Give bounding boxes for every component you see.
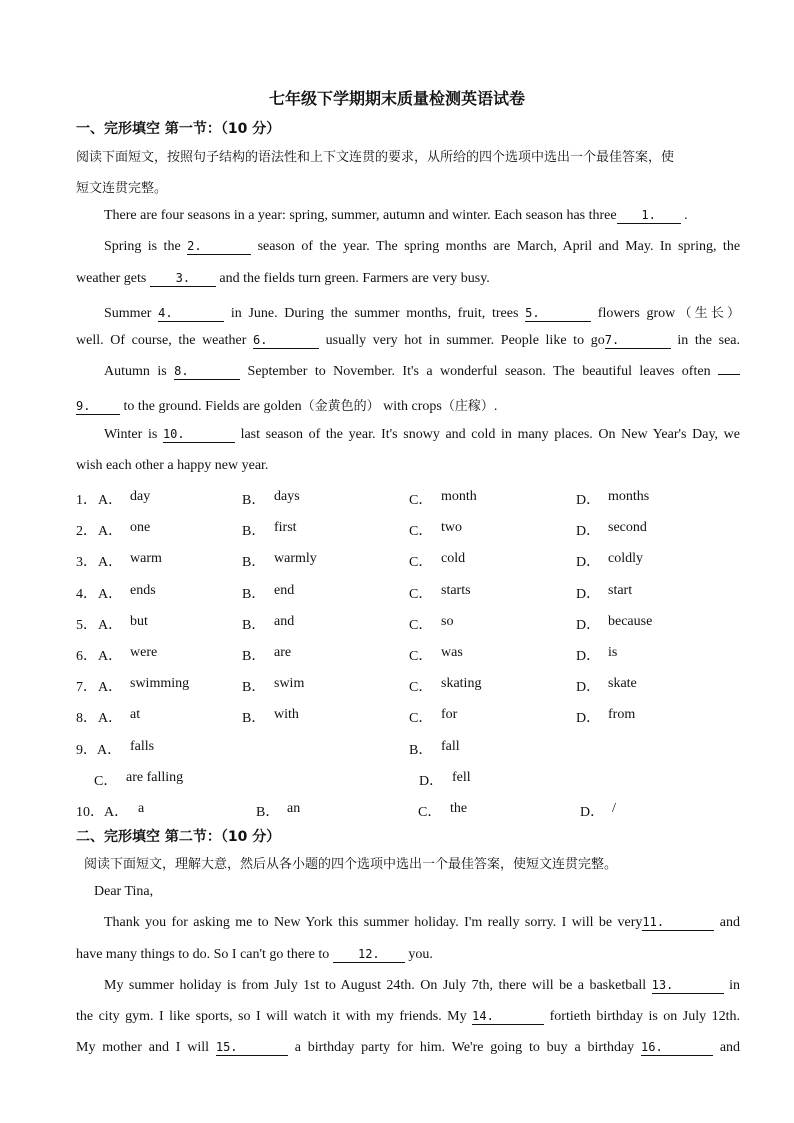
passage-text: a birthday party for him. We're going to buy a birthday bbox=[294, 1040, 635, 1055]
question-9 bbox=[76, 739, 121, 759]
blank-11: 11. bbox=[642, 915, 714, 931]
question-number: 7． bbox=[76, 680, 97, 695]
passage1-line bbox=[76, 458, 740, 474]
page-title: 七年级下学期期末质量检测英语试卷 bbox=[268, 89, 525, 108]
passage-text: . bbox=[493, 399, 498, 414]
blank-5: 5. bbox=[525, 306, 591, 322]
option-letter: D． bbox=[576, 493, 601, 508]
option-letter: A． bbox=[98, 587, 123, 602]
option-text: end bbox=[274, 583, 295, 598]
option-letter: C． bbox=[409, 711, 433, 726]
section1-heading: 一、完形填空 第一节：（10 分） bbox=[76, 121, 281, 137]
blank-12: 12. bbox=[333, 947, 405, 963]
option-letter: C． bbox=[409, 524, 433, 539]
option-letter: C． bbox=[94, 774, 118, 789]
option-text: skating bbox=[441, 676, 482, 691]
passage-text: and the fields turn green. Farmers are very busy. bbox=[219, 271, 490, 286]
passage2-line bbox=[76, 978, 740, 994]
option-text: skate bbox=[608, 676, 637, 691]
option-letter: A． bbox=[98, 493, 123, 508]
blank-10: 10. bbox=[163, 427, 235, 443]
option-text: falls bbox=[130, 739, 155, 754]
option-letter: D． bbox=[419, 774, 444, 789]
blank-4: 4. bbox=[158, 306, 224, 322]
blank-6: 6. bbox=[253, 333, 319, 349]
blank-16: 16. bbox=[641, 1040, 713, 1056]
option-letter: D． bbox=[580, 805, 605, 820]
option-text: start bbox=[608, 583, 633, 598]
passage-text: last season of the year. It's snowy and cold in many places. On New Year's Day, we bbox=[240, 427, 741, 442]
option-letter: A． bbox=[98, 711, 123, 726]
option-letter: B． bbox=[242, 555, 266, 570]
option-letter: A． bbox=[98, 649, 123, 664]
passage-text: fortieth birthday is on July 12th. bbox=[549, 1009, 741, 1024]
option-text: fell bbox=[452, 770, 471, 785]
option-letter: C． bbox=[409, 618, 433, 633]
option-letter: B． bbox=[242, 524, 266, 539]
option-text: / bbox=[612, 801, 616, 816]
passage-text: you. bbox=[408, 947, 433, 962]
option-letter: C． bbox=[409, 555, 433, 570]
passage1-line bbox=[76, 395, 740, 415]
option-letter: C． bbox=[409, 493, 433, 508]
option-text: and bbox=[274, 614, 295, 629]
gloss: （生长） bbox=[675, 306, 741, 321]
passage-text: My summer holiday is from July 1st to August 24th. On July 7th, there will be a basketball bbox=[104, 978, 647, 993]
passage2-line bbox=[76, 947, 740, 963]
option-text: fall bbox=[441, 739, 460, 754]
blank-2: 2. bbox=[187, 239, 251, 255]
passage2-line bbox=[76, 1009, 740, 1025]
passage-text: Winter is bbox=[104, 427, 158, 442]
option-text: for bbox=[441, 707, 458, 722]
passage-text: have many things to do. So I can't go there to bbox=[76, 947, 330, 962]
option-text: swimming bbox=[130, 676, 190, 691]
option-text: months bbox=[608, 489, 650, 504]
option-text: day bbox=[130, 489, 151, 504]
option-letter: D． bbox=[576, 555, 601, 570]
option-text: two bbox=[441, 520, 462, 535]
option-text: second bbox=[608, 520, 647, 535]
option-letter: D． bbox=[576, 618, 601, 633]
option-text: are falling bbox=[126, 770, 184, 785]
passage-text: weather gets bbox=[76, 271, 147, 286]
section1-instruction: 阅读下面短文，按照句子结构的语法性和上下文连贯的要求，从所给的四个选项中选出一个最佳答案，使 bbox=[76, 150, 675, 165]
passage-text: with crops bbox=[383, 399, 442, 414]
option-letter: D． bbox=[576, 680, 601, 695]
option-letter: B． bbox=[242, 649, 266, 664]
section2-instruction: 阅读下面短文，理解大意，然后从各小题的四个选项中选出一个最佳答案，使短文连贯完整。 bbox=[84, 857, 618, 872]
option-text: is bbox=[608, 645, 618, 660]
passage-text: wish each other a happy new year. bbox=[76, 458, 269, 473]
option-letter: B． bbox=[242, 680, 266, 695]
option-text: warm bbox=[130, 551, 162, 566]
option-letter: B． bbox=[242, 493, 266, 508]
passage1-line bbox=[76, 364, 740, 380]
option-letter: A． bbox=[98, 680, 123, 695]
section2-heading: 二、完形填空 第二节：（10 分） bbox=[76, 829, 281, 845]
gloss: （庄稼） bbox=[441, 399, 494, 414]
option-text: warmly bbox=[274, 551, 317, 566]
question-number: 2． bbox=[76, 524, 97, 539]
option-letter: A． bbox=[98, 555, 123, 570]
option-text: first bbox=[274, 520, 297, 535]
option-letter: B． bbox=[256, 805, 280, 820]
blank-8: 8. bbox=[174, 364, 240, 380]
passage-text: in June. During the summer months, fruit, trees bbox=[230, 306, 519, 321]
blank-3: 3. bbox=[150, 271, 216, 287]
question-number: 1． bbox=[76, 493, 97, 508]
blank-14: 14. bbox=[472, 1009, 544, 1025]
option-letter: C． bbox=[409, 649, 433, 664]
question-number: 5． bbox=[76, 618, 97, 633]
passage1-line bbox=[76, 208, 740, 224]
option-text: from bbox=[608, 707, 636, 722]
option-text: are bbox=[274, 645, 292, 660]
option-text: a bbox=[138, 801, 145, 816]
option-letter: A． bbox=[98, 618, 123, 633]
option-letter: B． bbox=[242, 587, 266, 602]
passage-text: Thank you for asking me to New York this summer holiday. I'm really sorry. I will be very bbox=[104, 915, 643, 930]
option-text: cold bbox=[441, 551, 466, 566]
question-number: 9． bbox=[76, 743, 97, 758]
blank-9: 9. bbox=[76, 399, 120, 415]
passage-text: in bbox=[729, 978, 740, 993]
blank-1: 1. bbox=[617, 208, 681, 224]
blank-13: 13. bbox=[652, 978, 724, 994]
option-letter: A． bbox=[98, 524, 123, 539]
passage-text: and bbox=[719, 1040, 741, 1055]
passage-text: well. Of course, the weather bbox=[76, 333, 247, 348]
option-letter: D． bbox=[576, 587, 601, 602]
option-text: was bbox=[441, 645, 463, 660]
option-letter: B． bbox=[242, 618, 266, 633]
option-letter: C． bbox=[409, 587, 433, 602]
passage-text: Summer bbox=[104, 306, 152, 321]
passage-text: Spring is the bbox=[104, 239, 181, 254]
passage-text: in the sea. bbox=[677, 333, 741, 348]
passage1-line bbox=[76, 302, 740, 322]
question-number: 4． bbox=[76, 587, 97, 602]
option-letter: C． bbox=[409, 680, 433, 695]
passage1-line bbox=[76, 333, 740, 349]
passage-text: and bbox=[719, 915, 740, 930]
passage1-line bbox=[76, 427, 740, 443]
option-letter: A． bbox=[104, 805, 129, 820]
option-text: were bbox=[130, 645, 158, 660]
passage-text: season of the year. The spring months are March, April and May. In spring, the bbox=[257, 239, 741, 254]
question-number: 3． bbox=[76, 555, 97, 570]
option-text: month bbox=[441, 489, 477, 504]
passage2-line bbox=[76, 915, 740, 931]
passage2-line bbox=[76, 1040, 740, 1056]
question-number: 10． bbox=[76, 805, 104, 820]
option-text: swim bbox=[274, 676, 305, 691]
option-text: an bbox=[287, 801, 301, 816]
option-letter: D． bbox=[576, 524, 601, 539]
option-text: days bbox=[274, 489, 300, 504]
option-text: but bbox=[130, 614, 148, 629]
passage-text: My mother and I will bbox=[76, 1040, 210, 1055]
option-text: the bbox=[450, 801, 468, 816]
option-text: with bbox=[274, 707, 299, 722]
letter-greeting: Dear Tina, bbox=[94, 884, 154, 899]
passage-text: flowers grow bbox=[597, 306, 676, 321]
passage-text: . bbox=[684, 208, 688, 223]
passage-text: to the ground. Fields are golden bbox=[123, 399, 302, 414]
question-10 bbox=[76, 801, 128, 821]
passage1-line bbox=[76, 239, 740, 255]
option-text: one bbox=[130, 520, 151, 535]
passage1-line bbox=[76, 271, 740, 287]
blank-15: 15. bbox=[216, 1040, 288, 1056]
option-text: so bbox=[441, 614, 454, 629]
option-text: at bbox=[130, 707, 141, 722]
section1-instruction-cont: 短文连贯完整。 bbox=[76, 181, 168, 196]
passage-text: usually very hot in summer. People like to go bbox=[325, 333, 605, 348]
option-text: starts bbox=[441, 583, 471, 598]
option-text: because bbox=[608, 614, 653, 629]
option-letter: C． bbox=[418, 805, 442, 820]
option-letter: A． bbox=[97, 743, 122, 758]
option-letter: B． bbox=[242, 711, 266, 726]
gloss: （金黄色的） bbox=[301, 399, 380, 414]
passage-text: Autumn is bbox=[104, 364, 167, 379]
option-letter: D． bbox=[576, 711, 601, 726]
passage-text: September to November. It's a wonderful season. The beautiful leaves often bbox=[247, 364, 711, 379]
blank-7: 7. bbox=[605, 333, 671, 349]
option-text: ends bbox=[130, 583, 156, 598]
option-letter: D． bbox=[576, 649, 601, 664]
passage-text: the city gym. I like sports, so I will watch it with my friends. My bbox=[76, 1009, 467, 1024]
option-text: coldly bbox=[608, 551, 643, 566]
passage-text: There are four seasons in a year: spring, summer, autumn and winter. Each season has three bbox=[104, 208, 617, 223]
question-number: 6． bbox=[76, 649, 97, 664]
blank-9-start bbox=[718, 374, 740, 375]
option-letter: B． bbox=[409, 743, 433, 758]
question-number: 8． bbox=[76, 711, 97, 726]
